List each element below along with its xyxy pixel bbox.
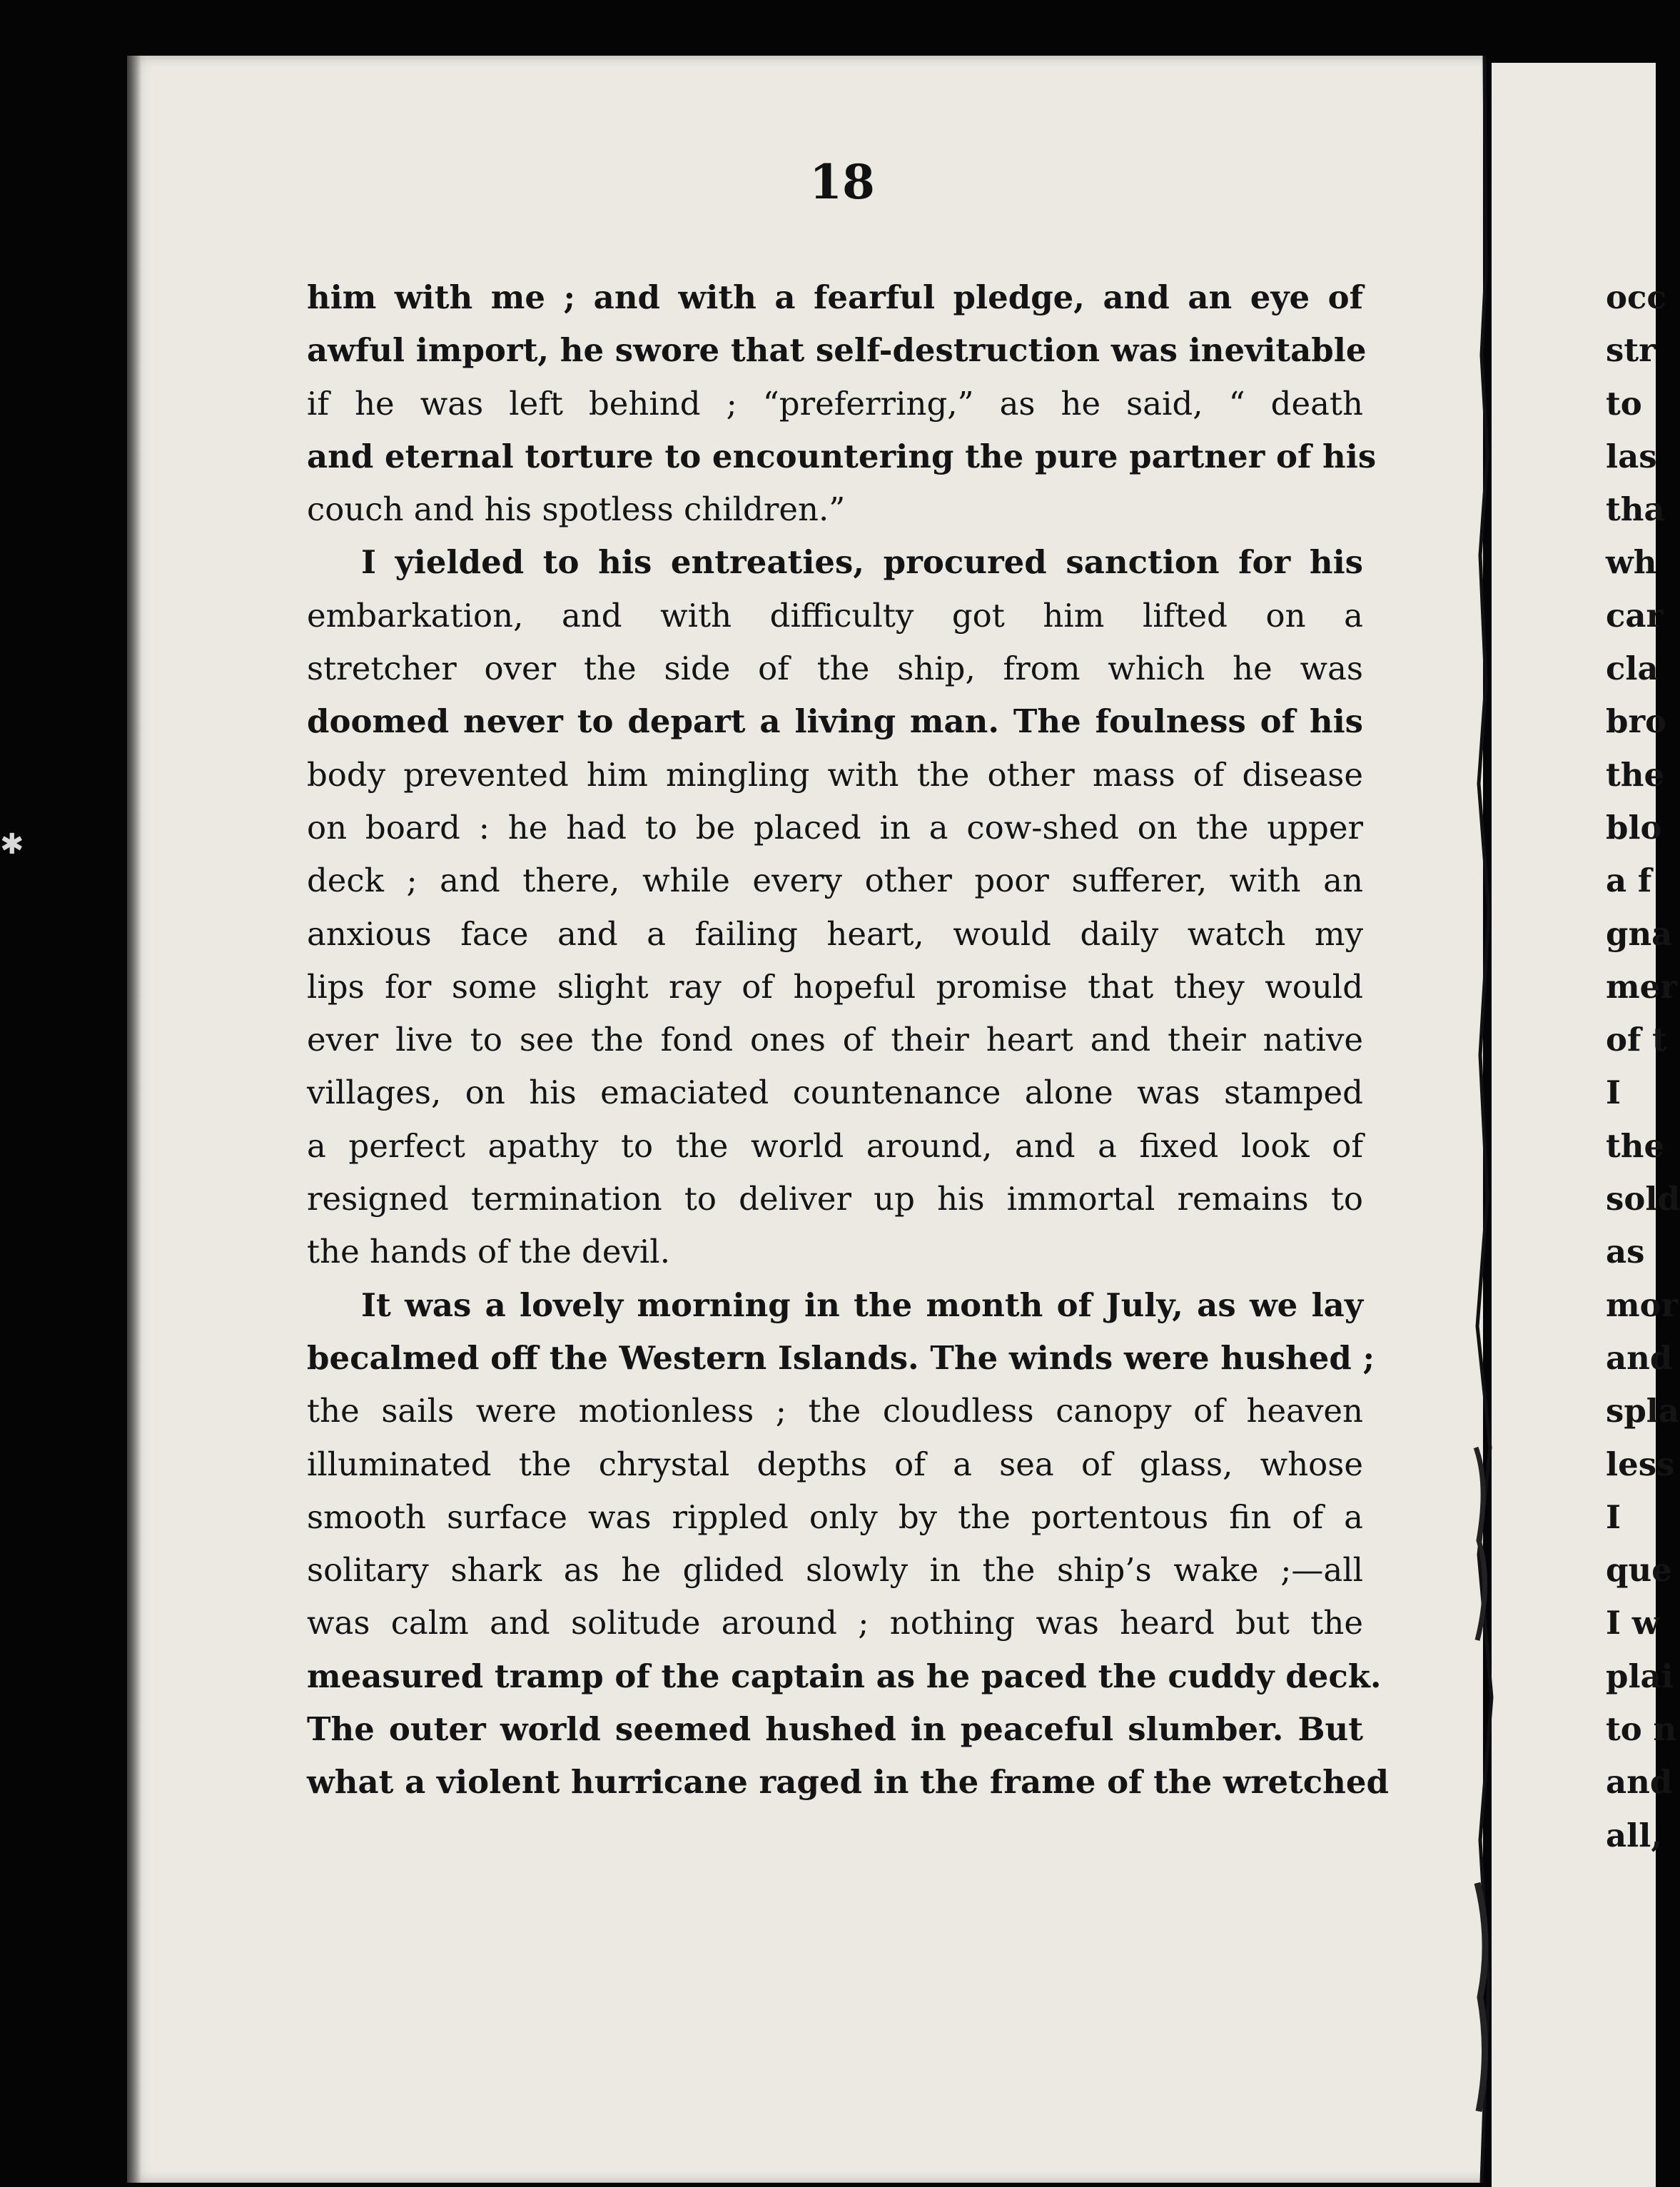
right-page-fragment: to n: [1606, 1710, 1677, 1749]
text-line: ever live to see the fond ones of their heart and their native: [307, 1021, 1363, 1059]
text-line: deck ; and there, while every other poor sufferer, with an: [307, 862, 1363, 900]
right-page-fragment: cla: [1606, 650, 1659, 688]
right-page-fragment: the: [1606, 755, 1665, 794]
right-page-fragment: less: [1606, 1445, 1675, 1483]
text-line: embarkation, and with difficulty got him lifted on a: [307, 596, 1363, 635]
right-page-fragment: a f: [1606, 862, 1652, 900]
text-line: measured tramp of the captain as he paced the cuddy deck.: [307, 1657, 1382, 1695]
body-text: [307, 271, 1389, 1809]
text-line: doomed never to depart a living man. The foulness of his: [307, 702, 1363, 741]
right-page-fragment: the: [1606, 1126, 1665, 1165]
right-page-fragment: all,: [1606, 1816, 1663, 1854]
right-page-fragment: las: [1606, 437, 1657, 475]
right-page-fragment: I: [1606, 1497, 1621, 1536]
text-line: I yielded to his entreaties, procured sanction for his: [361, 543, 1363, 582]
text-line: smooth surface was rippled only by the portentous fin of a: [307, 1497, 1363, 1536]
right-page-fragment: tha: [1606, 490, 1665, 529]
text-line: awful import, he swore that self-destruction was inevitable: [307, 331, 1367, 370]
right-page-fragment: blo: [1606, 808, 1662, 847]
margin-blot-icon: ✱: [0, 828, 24, 861]
text-line: the sails were motionless ; the cloudless canopy of heaven: [307, 1392, 1363, 1430]
right-page-fragment: mor: [1606, 1286, 1679, 1324]
right-page-fragment: gna: [1606, 914, 1673, 953]
right-page-fragment: str: [1606, 331, 1656, 370]
text-line: becalmed off the Western Islands. The winds were hushed ;: [307, 1338, 1375, 1377]
torn-page-edge: [1470, 56, 1494, 2183]
text-line: illuminated the chrystal depths of a sea of glass, whose: [307, 1445, 1363, 1483]
text-line: anxious face and a failing heart, would daily watch my: [307, 914, 1363, 953]
right-page-fragment: que: [1606, 1551, 1672, 1590]
text-line: stretcher over the side of the ship, from which he was: [307, 650, 1363, 688]
right-page-fragment: I w: [1606, 1604, 1660, 1642]
text-line: and eternal torture to encountering the pure partner of his: [307, 437, 1377, 475]
right-page-fragment: plai: [1606, 1657, 1674, 1695]
text-line: if he was left behind ; “preferring,” as he said, “ death: [307, 384, 1363, 423]
right-page-fragment: mer: [1606, 967, 1677, 1006]
text-line: villages, on his emaciated countenance alone was stamped: [307, 1074, 1363, 1112]
right-page-fragment: to: [1606, 384, 1642, 423]
text-line: on board : he had to be placed in a cow-shed on the upper: [307, 808, 1363, 847]
text-line: resigned termination to deliver up his immortal remains to: [307, 1180, 1363, 1218]
text-line: lips for some slight ray of hopeful promise that they would: [307, 967, 1363, 1006]
page-number: 18: [809, 154, 875, 210]
text-line: what a violent hurricane raged in the frame of the wretched: [307, 1763, 1389, 1802]
text-line: The outer world seemed hushed in peaceful slumber. But: [307, 1710, 1363, 1749]
right-page-fragment: and: [1606, 1338, 1673, 1377]
text-line: a perfect apathy to the world around, and a fixed look of: [307, 1126, 1363, 1165]
text-line: him with me ; and with a fearful pledge, and an eye of: [307, 278, 1363, 316]
text-line: It was a lovely morning in the month of July, as we lay: [361, 1286, 1363, 1324]
right-page-fragment: and: [1606, 1763, 1673, 1802]
right-page-fragment: spla: [1606, 1392, 1680, 1430]
binding-shadow: [127, 56, 141, 2183]
right-page-fragment: bro: [1606, 702, 1667, 741]
text-line: solitary shark as he glided slowly in the ship’s wake ;—all: [307, 1551, 1363, 1590]
right-page-fragment: of t: [1606, 1021, 1667, 1059]
right-page-fragment: as: [1606, 1233, 1645, 1271]
text-line: couch and his spotless children.”: [307, 490, 846, 529]
right-page-fragment: occ: [1606, 278, 1666, 316]
text-line: body prevented him mingling with the other mass of disease: [307, 755, 1363, 794]
right-page-fragment: I: [1606, 1074, 1621, 1112]
text-line: was calm and solitude around ; nothing was heard but the: [307, 1604, 1363, 1642]
right-page-fragment: sold: [1606, 1180, 1680, 1218]
right-page-text: [1606, 271, 1680, 1862]
right-page-fragment: wh: [1606, 543, 1657, 582]
right-page-fragment: car: [1606, 596, 1664, 635]
text-line: the hands of the devil.: [307, 1233, 670, 1271]
